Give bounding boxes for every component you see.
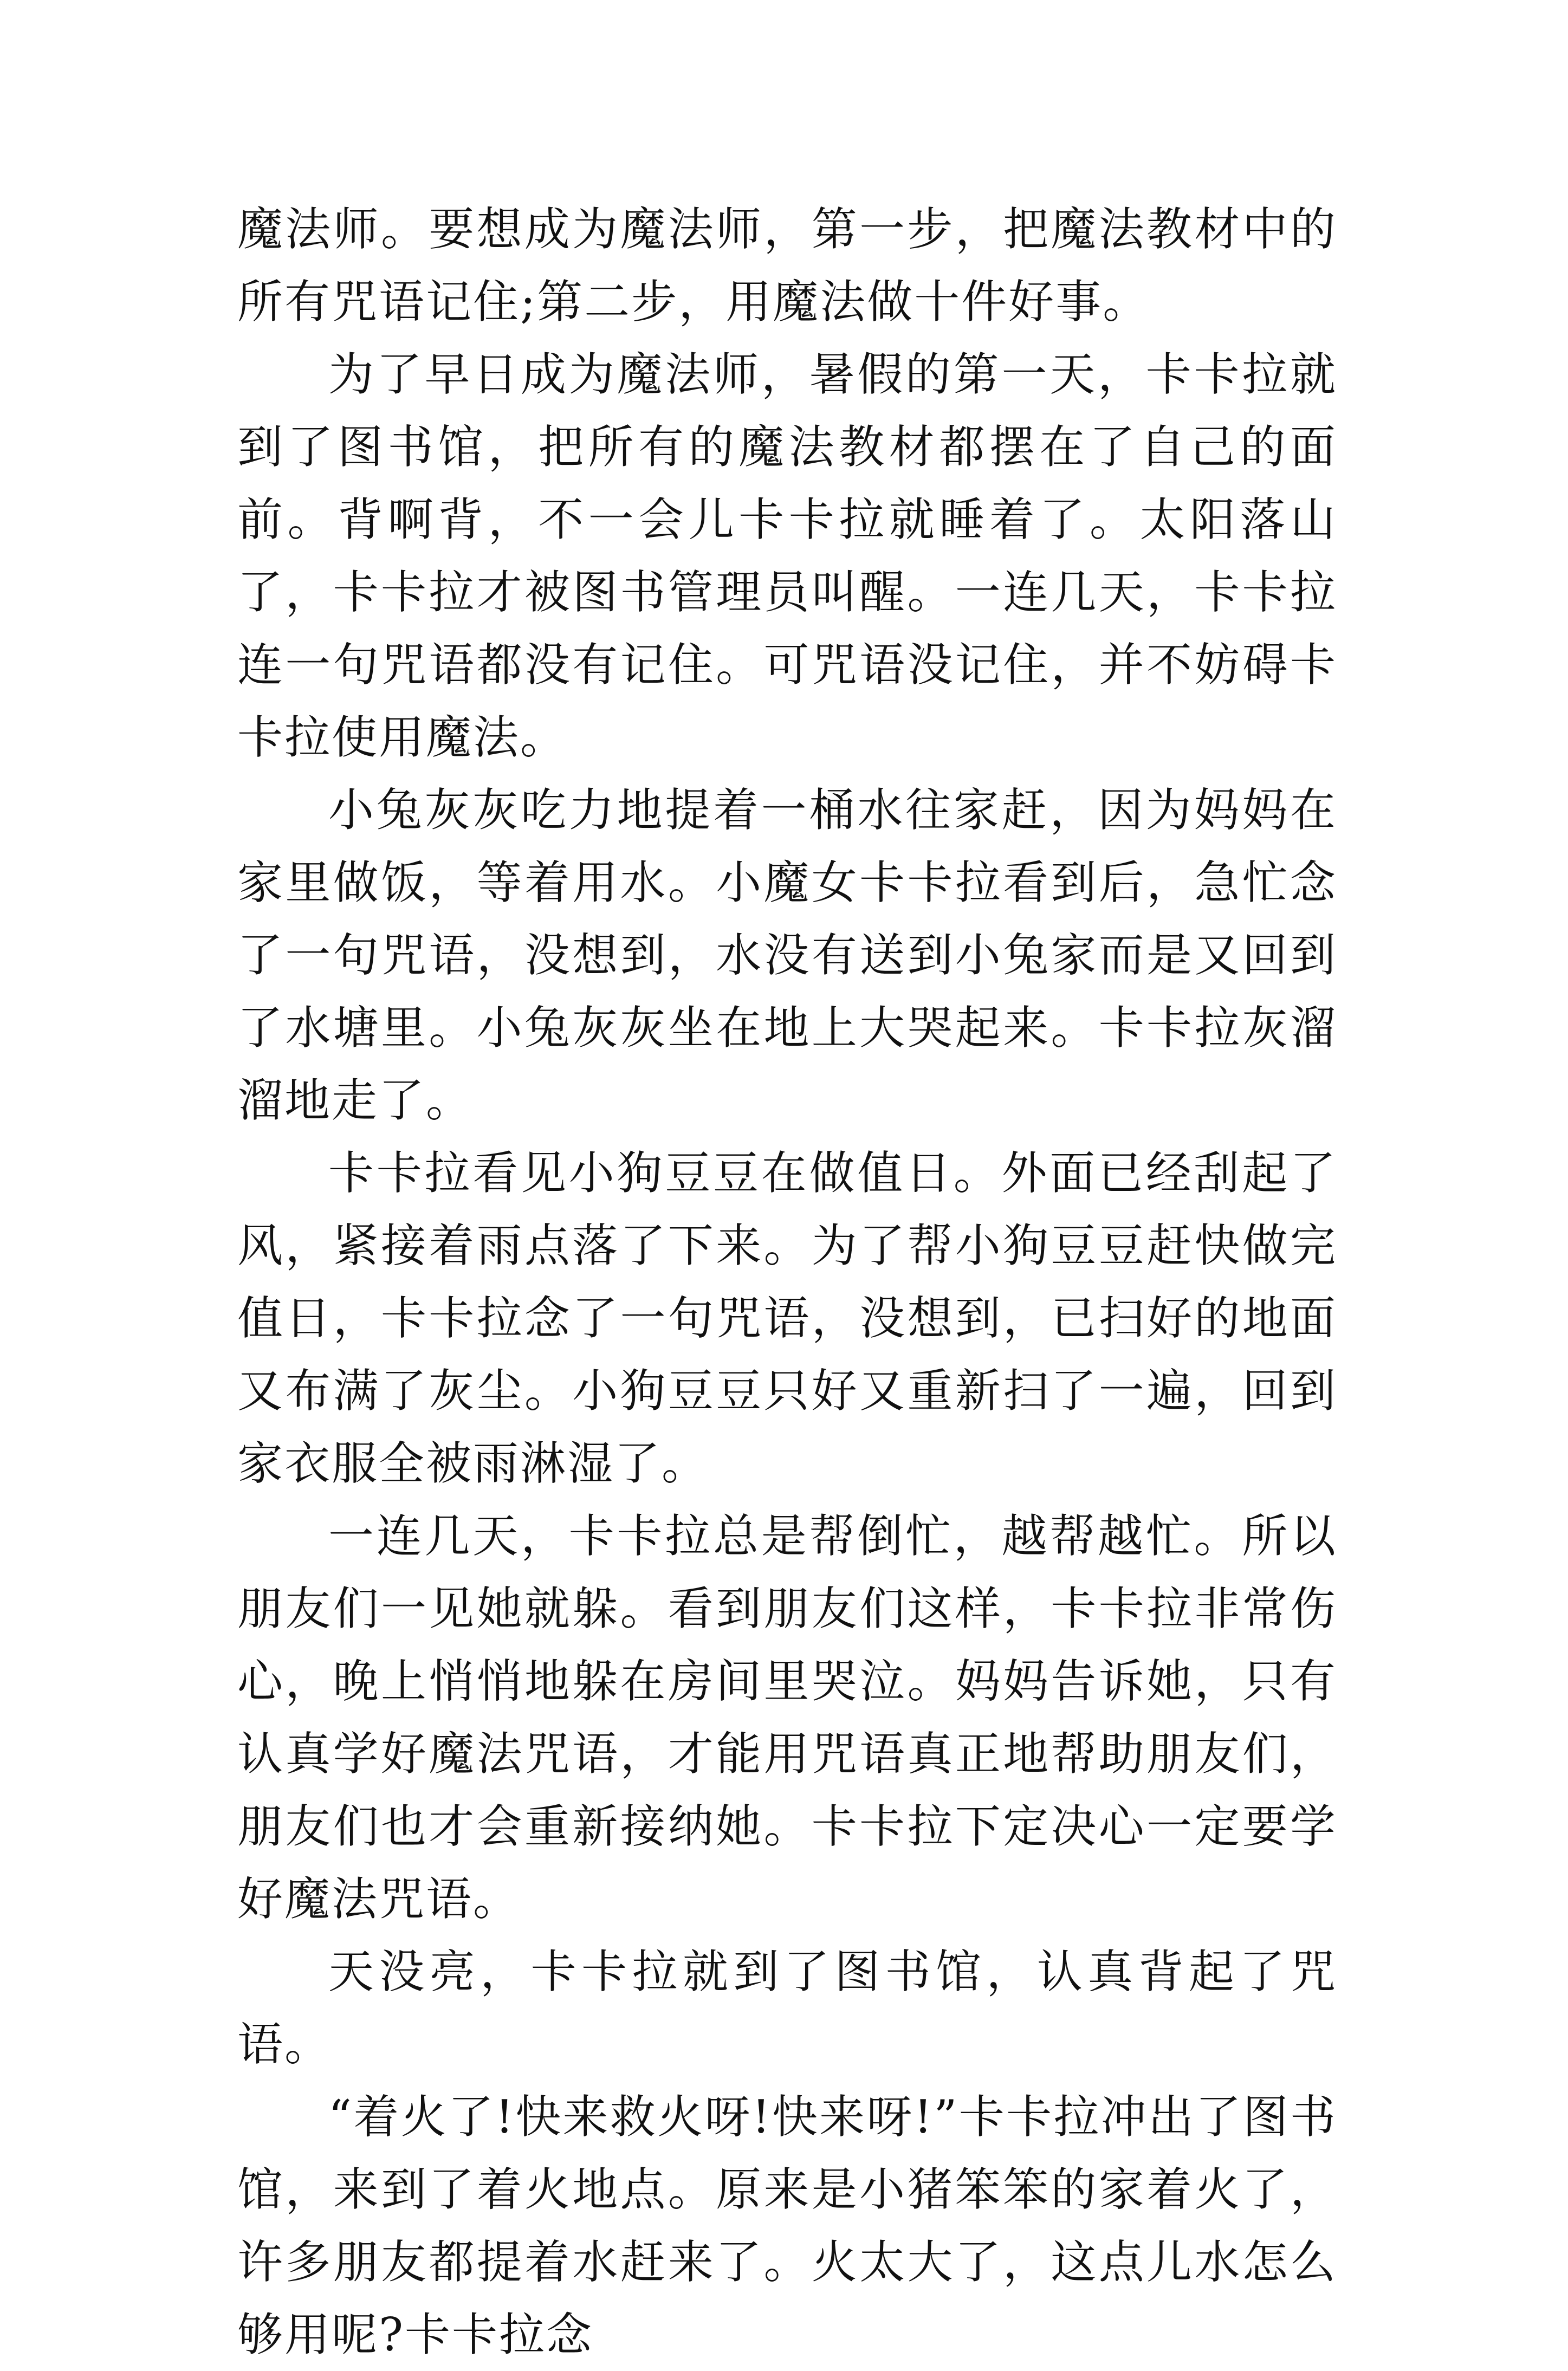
paragraph-5: 一连几天，卡卡拉总是帮倒忙，越帮越忙。所以朋友们一见她就躲。看到朋友们这样，卡卡拉非常伤心，晚上悄悄地躲在房间里哭泣。妈妈告诉她，只有认真学好魔法咒语，才能用咒语真正地帮助朋友们，朋友们也才会重新接纳她。卡卡拉下定决心一定要学好魔法咒语。 (237, 1510, 1337, 1926)
paragraph-3: 小兔灰灰吃力地提着一桶水往家赶，因为妈妈在家里做饭，等着用水。小魔女卡卡拉看到后，急忙念了一句咒语，没想到，水没有送到小兔家而是又回到了水塘里。小兔灰灰坐在地上大哭起来。卡卡拉灰溜溜地走了。 (237, 783, 1337, 1127)
paragraph-1: 魔法师。要想成为魔法师，第一步，把魔法教材中的所有咒语记住;第二步，用魔法做十件好事。 (237, 203, 1337, 328)
paragraph-6: 天没亮，卡卡拉就到了图书馆，认真背起了咒语。 (237, 1945, 1337, 2071)
story-text (237, 193, 1337, 2371)
paragraph-4: 卡卡拉看见小狗豆豆在做值日。外面已经刮起了风，紧接着雨点落了下来。为了帮小狗豆豆赶快做完值日，卡卡拉念了一句咒语，没想到，已扫好的地面又布满了灰尘。小狗豆豆只好又重新扫了一遍，回到家衣服全被雨淋湿了。 (237, 1146, 1337, 1490)
paragraph-2: 为了早日成为魔法师，暑假的第一天，卡卡拉就到了图书馆，把所有的魔法教材都摆在了自己的面前。背啊背，不一会儿卡卡拉就睡着了。太阳落山了，卡卡拉才被图书管理员叫醒。一连几天，卡卡拉连一句咒语都没有记住。可咒语没记住，并不妨碍卡卡拉使用魔法。 (237, 348, 1337, 764)
paragraph-7: “着火了!快来救火呀!快来呀!”卡卡拉冲出了图书馆，来到了着火地点。原来是小猪笨笨的家着火了，许多朋友都提着水赶来了。火太大了，这点儿水怎么够用呢?卡卡拉念 (237, 2090, 1337, 2361)
